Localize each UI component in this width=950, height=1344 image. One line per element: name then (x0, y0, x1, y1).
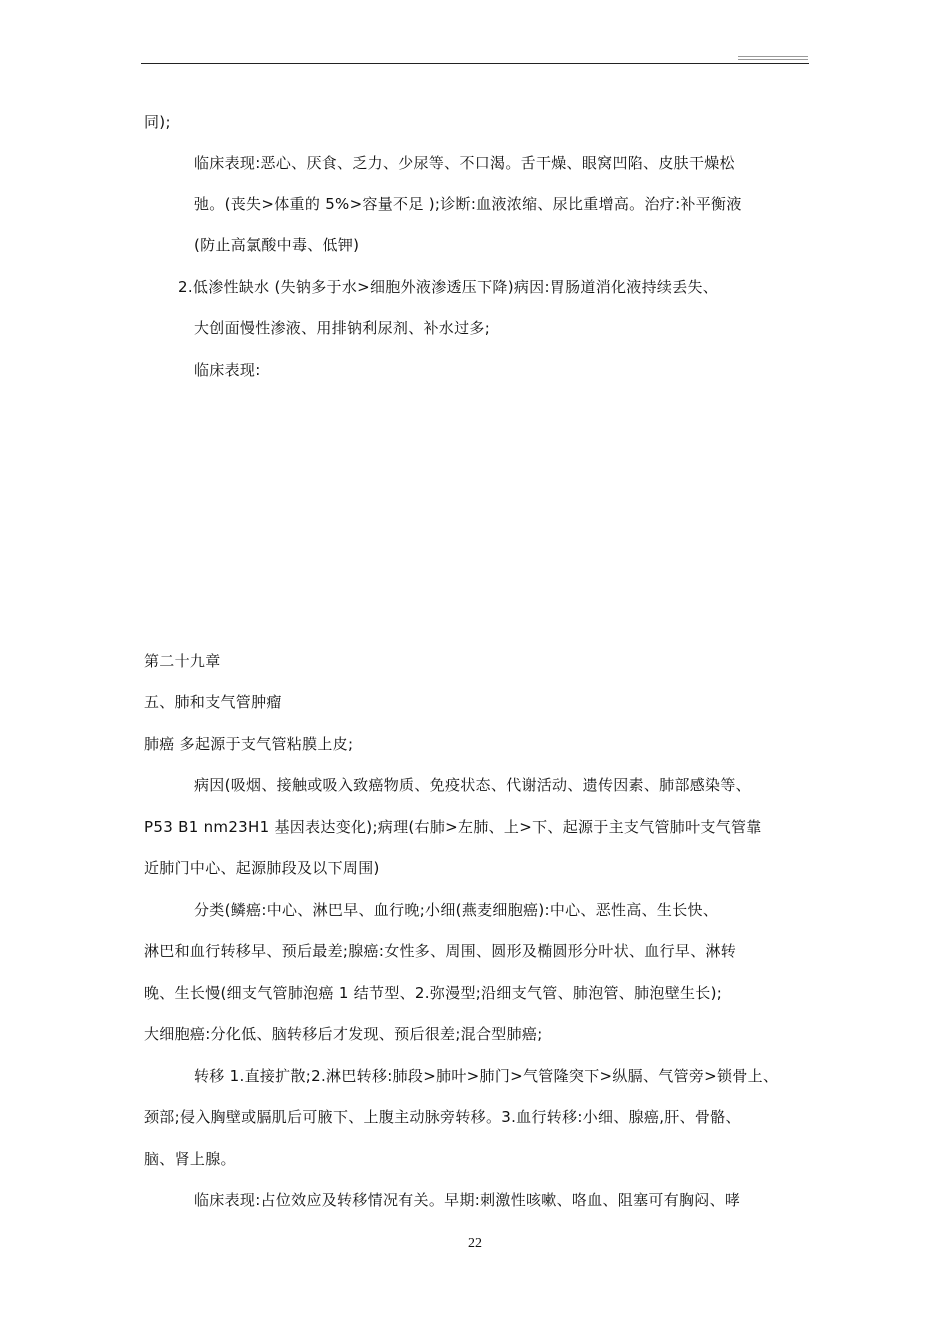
text-line: 大细胞癌:分化低、脑转移后才发现、预后很差;混合型肺癌; (144, 1025, 543, 1043)
text-line: 近肺门中心、起源肺段及以下周围) (144, 859, 380, 877)
header-rule (141, 63, 809, 64)
text-line: 病因(吸烟、接触或吸入致癌物质、免疫状态、代谢活动、遗传因素、肺部感染等、 (194, 776, 751, 794)
header-mark (738, 59, 808, 60)
page-number: 22 (468, 1236, 482, 1251)
chapter-heading: 第二十九章 (144, 652, 221, 670)
text-line: 临床表现:恶心、厌食、乏力、少尿等、不口渴。舌干燥、眼窝凹陷、皮肤干燥松 (194, 154, 735, 172)
text-line: 大创面慢性渗液、用排钠利尿剂、补水过多; (194, 319, 491, 337)
text-line: 肺癌 多起源于支气管粘膜上皮; (144, 735, 354, 753)
text-line: 脑、肾上腺。 (144, 1150, 236, 1168)
text-line: 同); (144, 113, 171, 131)
text-line: 晚、生长慢(细支气管肺泡癌 1 结节型、2.弥漫型;沿细支气管、肺泡管、肺泡壁生长); (144, 984, 723, 1002)
text-line: 弛。(丧失>体重的 5%>容量不足 );诊断:血液浓缩、尿比重增高。治疗:补平衡液 (194, 195, 742, 213)
text-line: 颈部;侵入胸壁或膈肌后可腋下、上腹主动脉旁转移。3.血行转移:小细、腺癌,肝、骨骼、 (144, 1108, 741, 1126)
header-mark (738, 56, 808, 57)
text-line: 临床表现: (194, 361, 261, 379)
text-line: 淋巴和血行转移早、预后最差;腺癌:女性多、周围、圆形及椭圆形分叶状、血行早、淋转 (144, 942, 737, 960)
text-line: (防止高氯酸中毒、低钾) (194, 236, 360, 254)
text-line: 分类(鳞癌:中心、淋巴早、血行晚;小细(燕麦细胞癌):中心、恶性高、生长快、 (194, 901, 719, 919)
text-line: 转移 1.直接扩散;2.淋巴转移:肺段>肺叶>肺门>气管隆突下>纵膈、气管旁>锁骨上、 (194, 1067, 779, 1085)
section-heading: 五、肺和支气管肿瘤 (144, 693, 282, 711)
text-line: 临床表现:占位效应及转移情况有关。早期:刺激性咳嗽、咯血、阻塞可有胸闷、哮 (194, 1191, 741, 1209)
text-line: 2.低渗性缺水 (失钠多于水>细胞外液渗透压下降)病因:胃肠道消化液持续丢失、 (178, 278, 719, 296)
text-line: P53 B1 nm23H1 基因表达变化);病理(右肺>左肺、上>下、起源于主支气管肺叶支气管靠 (144, 818, 762, 836)
